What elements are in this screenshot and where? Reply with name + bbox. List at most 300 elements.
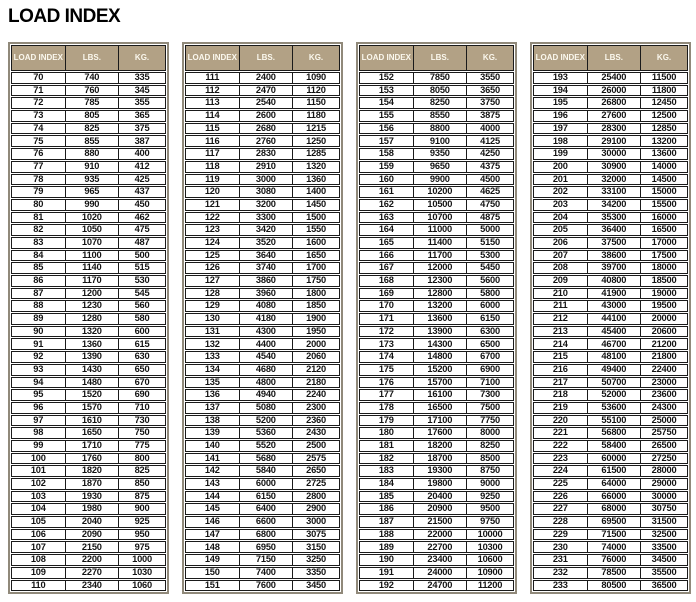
kg-cell: 450: [134, 198, 150, 209]
table-row: [11, 478, 166, 490]
load-index-cell: 195: [534, 98, 588, 108]
load-index-cell: 197: [534, 124, 588, 134]
lbs-cell: 2910: [240, 162, 294, 172]
lbs-cell: 1870: [66, 479, 120, 489]
kg-cell: 16000: [651, 211, 677, 222]
kg-cell: 615: [134, 338, 150, 349]
table-row: [533, 580, 688, 592]
kg-cell: 2430: [306, 427, 326, 438]
kg-cell: 3000: [306, 516, 326, 527]
kg-cell: 19500: [651, 300, 677, 311]
load-index-cell: 213: [534, 327, 588, 337]
lbs-cell: 5680: [240, 454, 294, 464]
load-index-cell: 157: [360, 136, 414, 146]
load-index-cell: 230: [534, 542, 588, 552]
table-row: [11, 288, 166, 300]
kg-cell: 375: [134, 122, 150, 133]
load-index-cell: 105: [12, 517, 66, 527]
table-row: [533, 72, 688, 84]
table-row: [533, 174, 688, 186]
column-header-lbs: LBS.: [66, 46, 120, 70]
load-index-cell: 75: [12, 136, 66, 146]
load-index-cell: 178: [360, 403, 414, 413]
lbs-cell: 41900: [588, 289, 642, 299]
lbs-cell: 5080: [240, 403, 294, 413]
table-row: [185, 567, 340, 579]
table-row: [359, 427, 514, 439]
lbs-cell: 13200: [414, 301, 468, 311]
lbs-cell: 64000: [588, 479, 642, 489]
load-index-cell: 82: [12, 225, 66, 235]
table-row: [359, 415, 514, 427]
column-header-load-index: LOAD INDEX: [186, 46, 240, 70]
load-index-cell: 130: [186, 314, 240, 324]
load-index-cell: 232: [534, 568, 588, 578]
lbs-cell: 3080: [240, 187, 294, 197]
kg-cell: 35500: [651, 566, 677, 577]
kg-cell: 14000: [651, 160, 677, 171]
table-row: [533, 224, 688, 236]
lbs-cell: 910: [66, 162, 120, 172]
lbs-cell: 2340: [66, 581, 120, 591]
lbs-cell: 2680: [240, 124, 294, 134]
table-row: [533, 300, 688, 312]
load-index-cell: 179: [360, 416, 414, 426]
kg-cell: 8000: [480, 427, 500, 438]
load-index-cell: 98: [12, 428, 66, 438]
load-index-cell: 88: [12, 301, 66, 311]
kg-cell: 2000: [306, 338, 326, 349]
table-row: [533, 237, 688, 249]
load-index-cell: 127: [186, 276, 240, 286]
table-row: [11, 580, 166, 592]
kg-cell: 1285: [306, 148, 326, 159]
table-row: [11, 199, 166, 211]
kg-cell: 425: [134, 173, 150, 184]
kg-cell: 4625: [480, 186, 500, 197]
load-index-cell: 183: [360, 466, 414, 476]
kg-cell: 690: [134, 389, 150, 400]
lbs-cell: 30900: [588, 162, 642, 172]
table-row: [11, 440, 166, 452]
load-index-cell: 132: [186, 339, 240, 349]
table-row: [533, 554, 688, 566]
lbs-cell: 880: [66, 149, 120, 159]
lbs-cell: 4680: [240, 365, 294, 375]
kg-cell: 10600: [477, 554, 503, 565]
kg-cell: 15000: [651, 186, 677, 197]
load-index-cell: 205: [534, 225, 588, 235]
kg-cell: 1360: [306, 173, 326, 184]
table-body: [359, 72, 514, 591]
kg-cell: 15500: [651, 198, 677, 209]
load-index-cell: 163: [360, 213, 414, 223]
lbs-cell: 19800: [414, 479, 468, 489]
table-row: [11, 148, 166, 160]
table-row: [533, 262, 688, 274]
kg-cell: 5150: [480, 237, 500, 248]
column-header-lbs: LBS.: [414, 46, 468, 70]
lbs-cell: 3740: [240, 263, 294, 273]
kg-cell: 3075: [306, 528, 326, 539]
load-index-cell: 188: [360, 530, 414, 540]
lbs-cell: 26000: [588, 86, 642, 96]
kg-cell: 365: [134, 110, 150, 121]
lbs-cell: 26800: [588, 98, 642, 108]
kg-cell: 1900: [306, 313, 326, 324]
load-index-cell: 160: [360, 175, 414, 185]
load-index-cell: 137: [186, 403, 240, 413]
lbs-cell: 5520: [240, 441, 294, 451]
lbs-cell: 11000: [414, 225, 468, 235]
load-index-cell: 150: [186, 568, 240, 578]
lbs-cell: 39700: [588, 263, 642, 273]
kg-cell: 1320: [306, 160, 326, 171]
kg-cell: 335: [134, 72, 150, 83]
load-index-cell: 100: [12, 454, 66, 464]
lbs-cell: 4080: [240, 301, 294, 311]
load-index-cell: 225: [534, 479, 588, 489]
lbs-cell: 8250: [414, 98, 468, 108]
lbs-cell: 740: [66, 73, 120, 83]
kg-cell: 600: [134, 325, 150, 336]
lbs-cell: 2540: [240, 98, 294, 108]
load-index-cell: 80: [12, 200, 66, 210]
lbs-cell: 3860: [240, 276, 294, 286]
lbs-cell: 3960: [240, 289, 294, 299]
table-row: [533, 97, 688, 109]
table-row: [359, 338, 514, 350]
table-row: [11, 326, 166, 338]
table-row: [359, 288, 514, 300]
kg-cell: 9750: [480, 516, 500, 527]
table-row: [533, 478, 688, 490]
lbs-cell: 35300: [588, 213, 642, 223]
table-row: [11, 212, 166, 224]
load-index-cell: 209: [534, 276, 588, 286]
kg-cell: 29000: [651, 478, 677, 489]
kg-cell: 1400: [306, 186, 326, 197]
table-row: [185, 262, 340, 274]
load-index-cell: 110: [12, 581, 66, 591]
load-index-cell: 93: [12, 365, 66, 375]
kg-cell: 6700: [480, 351, 500, 362]
load-index-cell: 196: [534, 111, 588, 121]
table-row: [359, 135, 514, 147]
table-row: [533, 541, 688, 553]
kg-cell: 4875: [480, 211, 500, 222]
table-row: [533, 402, 688, 414]
load-index-cell: 70: [12, 73, 66, 83]
load-index-cell: 175: [360, 365, 414, 375]
table-row: [185, 427, 340, 439]
table-row: [11, 262, 166, 274]
table-row: [11, 453, 166, 465]
lbs-cell: 1050: [66, 225, 120, 235]
kg-cell: 1850: [306, 300, 326, 311]
table-row: [359, 275, 514, 287]
load-index-cell: 108: [12, 555, 66, 565]
load-index-cell: 168: [360, 276, 414, 286]
table-row: [11, 465, 166, 477]
kg-cell: 475: [134, 224, 150, 235]
kg-cell: 10000: [477, 528, 503, 539]
load-index-cell: 102: [12, 479, 66, 489]
table-row: [359, 262, 514, 274]
kg-cell: 14500: [651, 173, 677, 184]
lbs-cell: 2040: [66, 517, 120, 527]
table-row: [533, 212, 688, 224]
load-index-cell: 156: [360, 124, 414, 134]
lbs-cell: 23400: [414, 555, 468, 565]
table-row: [533, 389, 688, 401]
kg-cell: 17500: [651, 249, 677, 260]
load-index-cell: 86: [12, 276, 66, 286]
lbs-cell: 33100: [588, 187, 642, 197]
load-index-cell: 153: [360, 86, 414, 96]
lbs-cell: 20900: [414, 504, 468, 514]
table-row: [533, 275, 688, 287]
load-index-cell: 135: [186, 378, 240, 388]
kg-cell: 2900: [306, 503, 326, 514]
load-index-cell: 103: [12, 492, 66, 502]
lbs-cell: 12300: [414, 276, 468, 286]
load-index-cell: 187: [360, 517, 414, 527]
load-index-cell: 161: [360, 187, 414, 197]
load-index-cell: 228: [534, 517, 588, 527]
table-row: [11, 174, 166, 186]
load-index-cell: 104: [12, 504, 66, 514]
load-index-cell: 92: [12, 352, 66, 362]
table-row: [11, 186, 166, 198]
kg-cell: 1950: [306, 325, 326, 336]
load-index-cell: 131: [186, 327, 240, 337]
kg-cell: 3875: [480, 110, 500, 121]
load-index-cell: 125: [186, 251, 240, 261]
kg-cell: 515: [134, 262, 150, 273]
table-row: [533, 351, 688, 363]
kg-cell: 2120: [306, 363, 326, 374]
table-row: [11, 541, 166, 553]
kg-cell: 16500: [651, 224, 677, 235]
kg-cell: 25750: [651, 427, 677, 438]
load-index-cell: 158: [360, 149, 414, 159]
lbs-cell: 78500: [588, 568, 642, 578]
table-row: [11, 364, 166, 376]
load-index-cell: 124: [186, 238, 240, 248]
table-row: [185, 148, 340, 160]
lbs-cell: 4180: [240, 314, 294, 324]
kg-cell: 12450: [651, 97, 677, 108]
table-row: [11, 224, 166, 236]
kg-cell: 2650: [306, 465, 326, 476]
table-row: [533, 377, 688, 389]
load-index-cell: 73: [12, 111, 66, 121]
load-index-cell: 210: [534, 289, 588, 299]
load-index-cell: 142: [186, 466, 240, 476]
load-index-cell: 90: [12, 327, 66, 337]
lbs-cell: 1820: [66, 466, 120, 476]
load-index-cell: 146: [186, 517, 240, 527]
load-index-cell: 77: [12, 162, 66, 172]
table-row: [533, 313, 688, 325]
kg-cell: 1180: [306, 110, 326, 121]
table-row: [185, 326, 340, 338]
load-index-tables: [8, 42, 691, 594]
kg-cell: 20000: [651, 313, 677, 324]
table-row: [11, 427, 166, 439]
kg-cell: 9500: [480, 503, 500, 514]
load-index-cell: 136: [186, 390, 240, 400]
kg-cell: 6900: [480, 363, 500, 374]
kg-cell: 6000: [480, 300, 500, 311]
lbs-cell: 5840: [240, 466, 294, 476]
table-row: [11, 72, 166, 84]
kg-cell: 2575: [306, 452, 326, 463]
table-row: [533, 440, 688, 452]
load-index-cell: 171: [360, 314, 414, 324]
table-row: [11, 338, 166, 350]
kg-cell: 1550: [306, 224, 326, 235]
lbs-cell: 4540: [240, 352, 294, 362]
kg-cell: 17000: [651, 237, 677, 248]
column-header-kg: KG.: [308, 52, 324, 62]
table-row: [533, 427, 688, 439]
lbs-cell: 3420: [240, 225, 294, 235]
table-header-row: [533, 45, 688, 71]
lbs-cell: 44100: [588, 314, 642, 324]
table-row: [11, 250, 166, 262]
table-row: [185, 186, 340, 198]
lbs-cell: 2760: [240, 136, 294, 146]
lbs-cell: 8550: [414, 111, 468, 121]
kg-cell: 22400: [651, 363, 677, 374]
kg-cell: 1450: [306, 198, 326, 209]
table-row: [185, 453, 340, 465]
load-index-cell: 193: [534, 73, 588, 83]
lbs-cell: 14300: [414, 339, 468, 349]
lbs-cell: 24000: [414, 568, 468, 578]
lbs-cell: 56800: [588, 428, 642, 438]
load-index-cell: 219: [534, 403, 588, 413]
kg-cell: 5600: [480, 275, 500, 286]
kg-cell: 1600: [306, 237, 326, 248]
kg-cell: 950: [134, 528, 150, 539]
kg-cell: 2500: [306, 440, 326, 451]
table-row: [359, 377, 514, 389]
kg-cell: 925: [134, 516, 150, 527]
table-row: [185, 364, 340, 376]
lbs-cell: 11700: [414, 251, 468, 261]
lbs-cell: 38600: [588, 251, 642, 261]
kg-cell: 11500: [651, 72, 677, 83]
table-row: [185, 199, 340, 211]
kg-cell: 18000: [651, 262, 677, 273]
load-index-cell: 117: [186, 149, 240, 159]
lbs-cell: 3640: [240, 251, 294, 261]
load-index-cell: 202: [534, 187, 588, 197]
lbs-cell: 2150: [66, 542, 120, 552]
load-index-cell: 227: [534, 504, 588, 514]
load-index-cell: 141: [186, 454, 240, 464]
table-header-row: [185, 45, 340, 71]
lbs-cell: 18200: [414, 441, 468, 451]
load-index-cell: 116: [186, 136, 240, 146]
table-body: [533, 72, 688, 591]
load-index-cell: 143: [186, 479, 240, 489]
kg-cell: 4250: [480, 148, 500, 159]
lbs-cell: 25400: [588, 73, 642, 83]
lbs-cell: 10700: [414, 213, 468, 223]
table-row: [533, 465, 688, 477]
table-row: [185, 250, 340, 262]
table-row: [11, 377, 166, 389]
table-row: [359, 567, 514, 579]
column-header-load-index: LOAD INDEX: [534, 46, 588, 70]
load-index-cell: 107: [12, 542, 66, 552]
table-row: [11, 415, 166, 427]
table-row: [533, 123, 688, 135]
table-row: [533, 288, 688, 300]
column-header-load-index: LOAD INDEX: [360, 46, 414, 70]
lbs-cell: 1610: [66, 416, 120, 426]
load-index-cell: 212: [534, 314, 588, 324]
table-row: [359, 351, 514, 363]
kg-cell: 900: [134, 503, 150, 514]
table-row: [533, 186, 688, 198]
kg-cell: 650: [134, 363, 150, 374]
kg-cell: 31500: [651, 516, 677, 527]
table-row: [359, 174, 514, 186]
load-index-cell: 134: [186, 365, 240, 375]
load-index-cell: 97: [12, 416, 66, 426]
table-row: [533, 453, 688, 465]
load-index-cell: 79: [12, 187, 66, 197]
kg-cell: 4000: [480, 122, 500, 133]
lbs-cell: 9900: [414, 175, 468, 185]
table-row: [359, 453, 514, 465]
lbs-cell: 6950: [240, 542, 294, 552]
load-index-cell: 94: [12, 378, 66, 388]
lbs-cell: 69500: [588, 517, 642, 527]
kg-cell: 30750: [651, 503, 677, 514]
table-row: [185, 377, 340, 389]
load-index-cell: 120: [186, 187, 240, 197]
kg-cell: 12500: [651, 110, 677, 121]
lbs-cell: 2830: [240, 149, 294, 159]
table-row: [359, 402, 514, 414]
table-row: [533, 567, 688, 579]
lbs-cell: 58400: [588, 441, 642, 451]
kg-cell: 4750: [480, 198, 500, 209]
lbs-cell: 2090: [66, 530, 120, 540]
lbs-cell: 53600: [588, 403, 642, 413]
load-index-cell: 121: [186, 200, 240, 210]
load-index-cell: 96: [12, 403, 66, 413]
load-index-cell: 139: [186, 428, 240, 438]
lbs-cell: 7400: [240, 568, 294, 578]
load-index-cell: 78: [12, 175, 66, 185]
load-index-cell: 224: [534, 466, 588, 476]
table-row: [185, 288, 340, 300]
lbs-cell: 1650: [66, 428, 120, 438]
table-row: [533, 516, 688, 528]
lbs-cell: 3200: [240, 200, 294, 210]
table-row: [11, 161, 166, 173]
kg-cell: 545: [134, 287, 150, 298]
table-row: [359, 97, 514, 109]
lbs-cell: 1360: [66, 339, 120, 349]
